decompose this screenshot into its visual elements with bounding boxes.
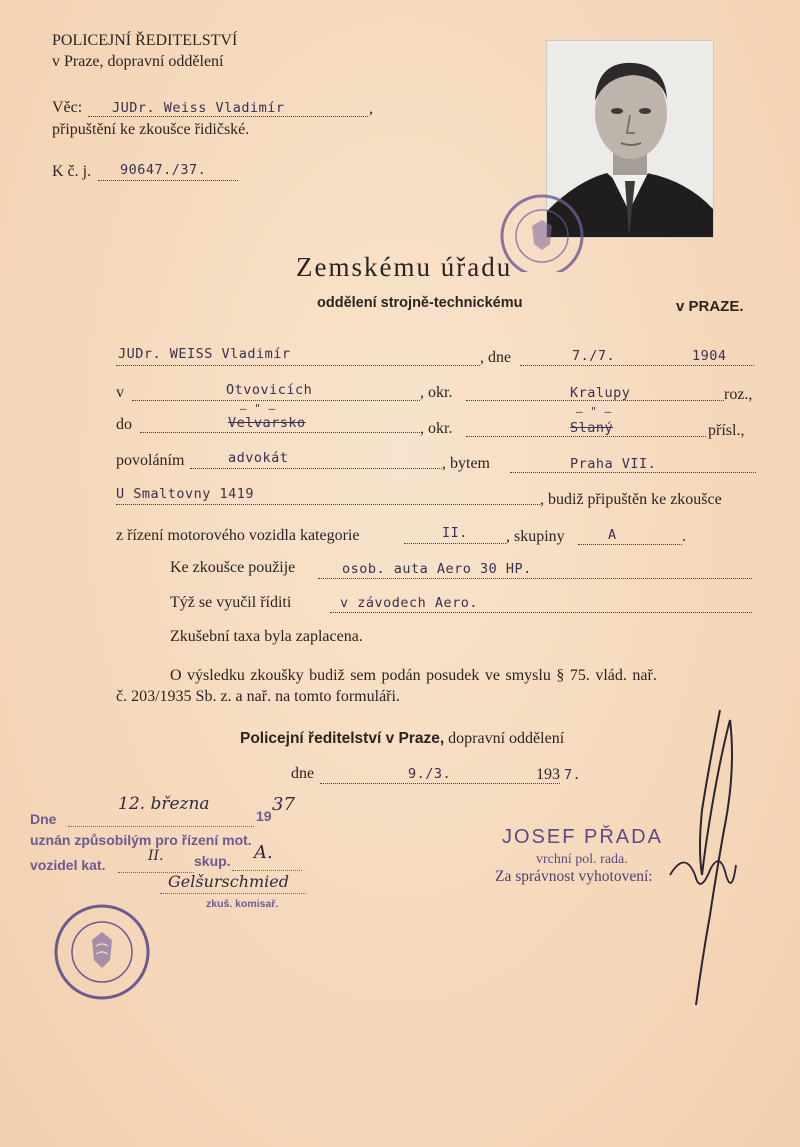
- certified-text: Za správnost vyhotovení:: [495, 868, 653, 885]
- district-ditto: — " —: [576, 405, 612, 418]
- applicant-name: JUDr. WEISS Vladimír: [118, 346, 291, 362]
- kcj-value: 90647./37.: [120, 162, 207, 178]
- domicile-struck: Velvarsko: [228, 415, 306, 431]
- commissioner-label: zkuš. komisař.: [206, 898, 279, 910]
- district-struck: Slaný: [570, 420, 614, 436]
- profession: advokát: [228, 450, 289, 466]
- training-label: Týž se vyučil říditi: [170, 594, 292, 611]
- group-end: .: [682, 528, 686, 545]
- issuer-rest: dopravní oddělení: [448, 730, 565, 747]
- sig-date: 9./3.: [408, 766, 452, 782]
- category-label: z řízení motorového vozidla kategorie: [116, 527, 360, 544]
- training-value: v závodech Aero.: [340, 595, 479, 611]
- skupiny-label: , skupiny: [506, 528, 565, 545]
- admission-text: , budiž připuštěn ke zkoušce: [540, 491, 722, 508]
- do-label: do: [116, 416, 132, 433]
- birthplace: Otvovicích: [226, 382, 313, 398]
- official-name: JOSEF PŘADA: [502, 826, 663, 848]
- issuer-bold: Policejní ředitelství v Praze,: [240, 730, 445, 747]
- birth-year: 1904: [692, 348, 727, 364]
- fee-statement: Zkušební taxa byla zaplacena.: [170, 628, 363, 645]
- vec-label: Věc:: [52, 99, 83, 116]
- kcj-label: K č. j.: [52, 163, 92, 180]
- addressee-title: Zemskému úřadu: [296, 252, 513, 282]
- roz-label: roz.,: [724, 386, 753, 403]
- domicile-ditto: — " —: [240, 402, 276, 415]
- prisl-label: přísl.,: [708, 422, 745, 439]
- sig-year-digit: 7.: [564, 767, 582, 783]
- street: U Smaltovny 1419: [116, 486, 255, 502]
- examiner-signature: Gelšurschmied: [168, 872, 290, 891]
- exam-dne-label: Dne: [30, 811, 57, 827]
- sig-year-prefix: 193: [536, 766, 560, 783]
- vec-comma: ,: [369, 100, 373, 117]
- bytem-label: , bytem: [442, 455, 490, 472]
- vehicle-label: Ke zkoušce použije: [170, 559, 296, 576]
- addressee-city: v PRAZE.: [676, 298, 744, 315]
- okr-label: , okr.: [420, 384, 453, 401]
- result-line-2: č. 203/1935 Sb. z. a nař. na tomto formuláři.: [116, 688, 400, 705]
- exam-date-hand: 12. března: [118, 794, 210, 814]
- result-line-1: O výsledku zkoušky budiž sem podán posudek ve smyslu § 75. vlád. nař.: [170, 667, 657, 684]
- exam-line-2: uznán způsobilým pro řízení mot.: [30, 832, 252, 848]
- office-department: v Praze, dopravní oddělení: [52, 53, 224, 70]
- examiner-round-stamp: [52, 902, 152, 1007]
- issuer-line: [240, 730, 564, 748]
- subject-line: připuštění ke zkoušce řidičské.: [52, 121, 250, 138]
- sig-dne-label: dne: [291, 765, 315, 782]
- official-signature: [640, 700, 760, 1025]
- birth-day: 7./7.: [572, 348, 616, 364]
- category-value: II.: [442, 525, 468, 541]
- office-name: POLICEJNÍ ŘEDITELSTVÍ: [52, 32, 238, 49]
- exam-line-3a: vozidel kat.: [30, 857, 106, 873]
- exam-year-prefix: 19: [256, 808, 272, 824]
- v-label: v: [116, 384, 124, 401]
- official-title: vrchní pol. rada.: [536, 852, 628, 867]
- okr-label-2: , okr.: [420, 420, 453, 437]
- povolanim-label: povoláním: [116, 452, 185, 469]
- exam-line-3b: skup.: [194, 853, 231, 869]
- exam-group-hand: A.: [254, 842, 273, 863]
- vec-value: JUDr. Weiss Vladimír: [112, 100, 285, 116]
- exam-category-hand: II.: [148, 848, 164, 864]
- dne-label: , dne: [480, 349, 512, 366]
- addressee-department: oddělení strojně-technickému: [317, 295, 523, 311]
- residence: Praha VII.: [570, 456, 657, 472]
- exam-year-hand: 37: [272, 794, 295, 815]
- group-value: A: [608, 527, 617, 543]
- vehicle-value: osob. auta Aero 30 HP.: [342, 561, 532, 577]
- birth-district: Kralupy: [570, 385, 631, 401]
